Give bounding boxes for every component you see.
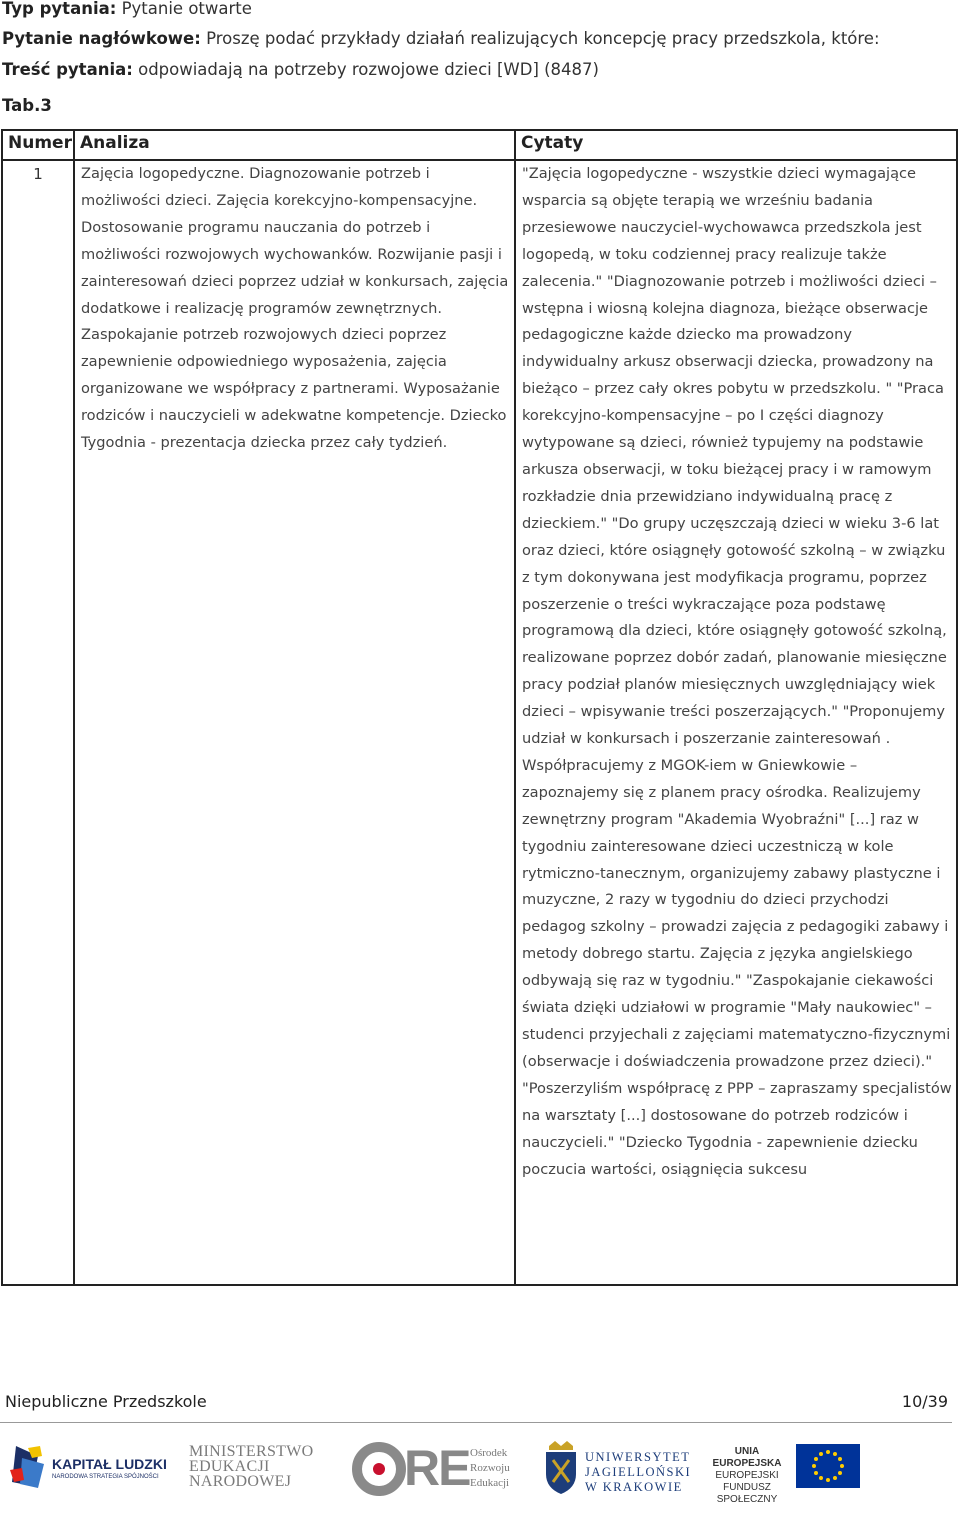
footer-divider [0,1422,952,1423]
uj-line-3: W KRAKOWIE [585,1480,683,1494]
question-type-line [2,0,252,20]
eu-line-2: EUROPEJSKI [715,1470,779,1481]
row-analysis: Zajęcia logopedyczne. Diagnozowanie potrzeb i możliwości dzieci. Zajęcia korekcyjno-kompensacyjne. Dostosowanie programu nauczania do potrzeb i możliwości rozwojowych wychowanków. Rozwijanie pasji i zainteresowań dzieci poprzez udział w konkursach, zajęcia dodatkowe i realizację programów zewnętrznych. Zaspokajanie potrzeb rozwojowych dzieci poprzez zapewnienie odpowiedniego wyposażenia, zajęcia organizowane we współpracy z partnerami. Wyposażanie rodziców i nauczycieli w adekwatne kompetencje. Dziecko Tygodnia - prezentacja dziecka przez cały tydzień. [81,165,509,452]
uj-line-1: UNIWERSYTET [585,1450,691,1464]
header-number: Numer [2,130,74,160]
row-quotes-cell [515,160,957,1285]
kapital-ludzki-logo [8,1440,168,1496]
page-number: 10/39 [901,1392,948,1411]
ore-letters: RE [404,1440,470,1496]
header-analysis: Analiza [74,130,515,160]
eu-text [700,1446,794,1506]
ore-line-1: Ośrodek [470,1447,508,1459]
table-row [2,160,957,1285]
men-line-3: NARODOWEJ [189,1473,292,1490]
question-content-label: Treść pytania: [2,60,133,79]
ore-line-2: Rozwoju [470,1462,510,1474]
row-analysis-cell [74,160,515,1285]
eu-line-3: FUNDUSZ SPOŁECZNY [716,1482,778,1505]
ore-text [470,1446,510,1491]
men-line-2: EDUKACJI [189,1458,270,1475]
header-question-line [2,28,880,50]
header-quotes: Cytaty [515,130,957,160]
uj-line-2: JAGIELLOŃSKI [585,1465,692,1479]
analysis-table [1,129,958,1286]
kapital-ludzki-title: KAPITAŁ LUDZKI [52,1456,167,1472]
row-number: 1 [2,160,74,1285]
question-type-label: Typ pytania: [2,0,117,18]
ore-o-icon [350,1440,408,1498]
question-content-line [2,59,599,81]
eu-logo [700,1444,860,1505]
uj-crest-icon [543,1440,579,1496]
uj-text [585,1450,691,1495]
header-question-value: Proszę podać przykłady działań realizujących koncepcję pracy przedszkola, które: [206,29,880,48]
eu-flag-icon [796,1444,860,1488]
header-question-label: Pytanie nagłówkowe: [2,29,201,48]
ore-logo [350,1438,520,1500]
uj-logo [543,1440,692,1502]
men-line-1: MINISTERSTWO [189,1443,314,1460]
kapital-ludzki-subtitle: NARODOWA STRATEGIA SPÓJNOŚCI [52,1474,159,1480]
footer-institution: Niepubliczne Przedszkole [5,1392,207,1411]
row-quotes: "Zajęcia logopedyczne - wszystkie dzieci wymagające wsparcia są objęte terapią we wrześniu badania przesiewowe nauczyciel-wychowawca przedszkola jest logopedą, w toku codziennej pracy realizuje także zalecenia." "Diagnozowanie potrzeb i możliwości dzieci – wstępna i wiosną kolejna diagnoza, bieżące obserwacje pedagogiczne każde dziecko ma prowadzony indywidualny arkusz obserwacji dziecka, prowadzony na bieżąco – przez cały okres pobytu w przedszkolu. " "Praca korekcyjno-kompensacyjne – po I części diagnozy wytypowane są dzieci, również typujemy na podstawie arkusza obserwacji, w toku bieżącej pracy i w ramowym rozkładzie dnia przewidziano indywidualną pracę z dzieckiem." "Do grupy uczęszczają dzieci w wieku 3-6 lat oraz dzieci, które osiągnęły gotowość szkolną – w związku z tym dokonywana jest modyfikacja programu, poprzez poszerzenie o treści wykraczające poza podstawę programową dla dzieci, które osiągnęły gotowość szkolną, realizowane poprzez dobór zadań, planowanie miesięczne pracy podział planów miesięcznych uwzględniający wiek dzieci – wpisywanie treści poszerzających." "Proponujemy udział w konkursach i poszerzanie zainteresowań . Współpracujemy z MGOK-iem w Gniewkowie – zapoznajemy się z planem pracy ośrodka. Realizujemy zewnętrzny program "Akademia Wyobraźni" [...] raz w tygodniu zainteresowane dzieci uczestniczą w kole rytmiczno-tanecznym, organizujemy zabawy plastyczne i muzyczne, 2 razy w tygodniu do dzieci przychodzi pedagog szkolny – prowadzi zajęcia z pedagogiki zabawy i metody dobrego startu. Zajęcia z języka angielskiego odbywają się raz w tygodniu." "Zaspokajanie ciekawości świata dzięki udziałowi w programie "Mały naukowiec" – studenci przyjechali z zajęciami matematyczno-fizycznymi (obserwacje i doświadczenia prowadzone przez dzieci)." "Poszerzyliśm współpracę z PPP – zapraszamy specjalistów na warsztaty [...] dostosowane do potrzeb rodziców i nauczycieli." "Dziecko Tygodnia - zapewnienie dziecku poczucia wartości, osiągnięcia sukcesu [522,165,952,1178]
table-label: Tab.3 [2,96,52,115]
eu-line-1: UNIA EUROPEJSKA [712,1446,782,1469]
table-header-row [2,130,957,160]
sponsor-logos [0,1436,960,1506]
kapital-ludzki-emblem-icon [8,1442,48,1492]
question-type-value: Pytanie otwarte [121,0,252,18]
ore-line-3: Edukacji [470,1477,510,1489]
men-logo [189,1443,314,1490]
question-content-value: odpowiadają na potrzeby rozwojowe dzieci [WD] (8487) [138,60,599,79]
